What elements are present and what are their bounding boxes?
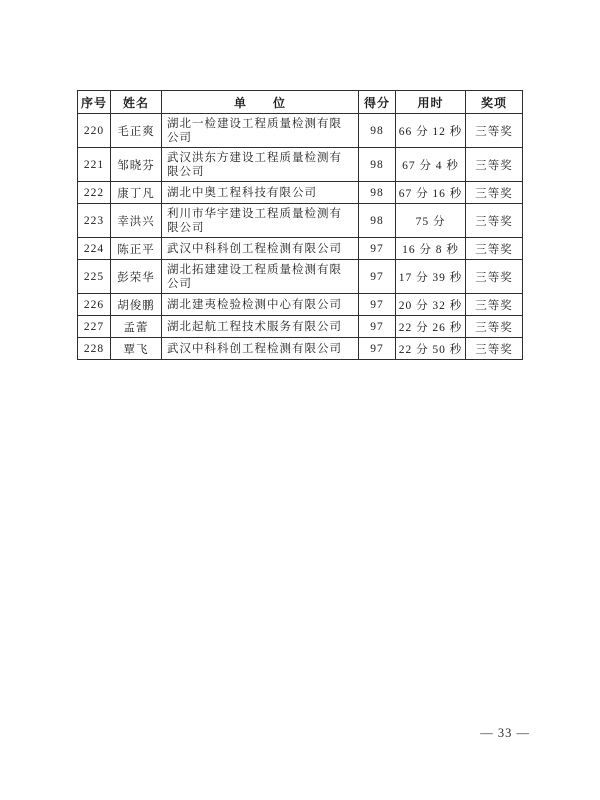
column-header-award: 奖项 bbox=[466, 91, 523, 114]
table-row bbox=[78, 114, 523, 148]
time-cell: 66 分 12 秒 bbox=[396, 114, 466, 148]
page-number: — 33 — bbox=[480, 726, 530, 740]
award-cell: 三等奖 bbox=[466, 148, 523, 182]
score-cell: 97 bbox=[359, 294, 396, 316]
time-cell: 17 分 39 秒 bbox=[396, 260, 466, 294]
column-header-time: 用时 bbox=[396, 91, 466, 114]
column-header-unit: 单 位 bbox=[162, 91, 359, 114]
time-cell: 67 分 16 秒 bbox=[396, 182, 466, 204]
name-cell: 覃飞 bbox=[111, 338, 162, 360]
time-cell: 22 分 26 秒 bbox=[396, 316, 466, 338]
column-header-serial: 序号 bbox=[78, 91, 111, 114]
award-cell: 三等奖 bbox=[466, 114, 523, 148]
award-cell: 三等奖 bbox=[466, 316, 523, 338]
time-cell: 16 分 8 秒 bbox=[396, 238, 466, 260]
award-cell: 三等奖 bbox=[466, 204, 523, 238]
table-header-row bbox=[78, 91, 523, 114]
award-cell: 三等奖 bbox=[466, 294, 523, 316]
unit-cell: 湖北中奥工程科技有限公司 bbox=[162, 182, 359, 204]
score-cell: 98 bbox=[359, 182, 396, 204]
unit-cell: 湖北建夷检验检测中心有限公司 bbox=[162, 294, 359, 316]
time-cell: 20 分 32 秒 bbox=[396, 294, 466, 316]
serial-cell: 223 bbox=[78, 204, 111, 238]
time-cell: 75 分 bbox=[396, 204, 466, 238]
table-row bbox=[78, 238, 523, 260]
table-row bbox=[78, 260, 523, 294]
time-cell: 67 分 4 秒 bbox=[396, 148, 466, 182]
name-cell: 彭荣华 bbox=[111, 260, 162, 294]
score-cell: 97 bbox=[359, 238, 396, 260]
award-cell: 三等奖 bbox=[466, 182, 523, 204]
award-cell: 三等奖 bbox=[466, 238, 523, 260]
award-cell: 三等奖 bbox=[466, 260, 523, 294]
column-header-score: 得分 bbox=[359, 91, 396, 114]
unit-cell: 武汉中科科创工程检测有限公司 bbox=[162, 338, 359, 360]
name-cell: 孟蕾 bbox=[111, 316, 162, 338]
score-cell: 97 bbox=[359, 260, 396, 294]
serial-cell: 222 bbox=[78, 182, 111, 204]
name-cell: 幸洪兴 bbox=[111, 204, 162, 238]
name-cell: 邹晓芬 bbox=[111, 148, 162, 182]
serial-cell: 224 bbox=[78, 238, 111, 260]
column-header-name: 姓名 bbox=[111, 91, 162, 114]
table-row bbox=[78, 338, 523, 360]
score-cell: 98 bbox=[359, 148, 396, 182]
serial-cell: 228 bbox=[78, 338, 111, 360]
unit-cell: 武汉中科科创工程检测有限公司 bbox=[162, 238, 359, 260]
score-cell: 97 bbox=[359, 316, 396, 338]
award-cell: 三等奖 bbox=[466, 338, 523, 360]
unit-cell: 湖北起航工程技术服务有限公司 bbox=[162, 316, 359, 338]
serial-cell: 227 bbox=[78, 316, 111, 338]
time-cell: 22 分 50 秒 bbox=[396, 338, 466, 360]
results-table bbox=[77, 90, 523, 360]
table-row bbox=[78, 294, 523, 316]
serial-cell: 221 bbox=[78, 148, 111, 182]
score-cell: 98 bbox=[359, 204, 396, 238]
table-row bbox=[78, 316, 523, 338]
score-cell: 97 bbox=[359, 338, 396, 360]
serial-cell: 225 bbox=[78, 260, 111, 294]
name-cell: 康丁凡 bbox=[111, 182, 162, 204]
unit-cell: 湖北一检建设工程质量检测有限公司 bbox=[162, 114, 359, 148]
unit-cell: 湖北拓建建设工程质量检测有限公司 bbox=[162, 260, 359, 294]
unit-cell: 利川市华宇建设工程质量检测有限公司 bbox=[162, 204, 359, 238]
score-cell: 98 bbox=[359, 114, 396, 148]
serial-cell: 226 bbox=[78, 294, 111, 316]
table-row bbox=[78, 204, 523, 238]
serial-cell: 220 bbox=[78, 114, 111, 148]
table-row bbox=[78, 182, 523, 204]
name-cell: 陈正平 bbox=[111, 238, 162, 260]
name-cell: 胡俊鹏 bbox=[111, 294, 162, 316]
unit-cell: 武汉洪东方建设工程质量检测有限公司 bbox=[162, 148, 359, 182]
table-row bbox=[78, 148, 523, 182]
name-cell: 毛正爽 bbox=[111, 114, 162, 148]
